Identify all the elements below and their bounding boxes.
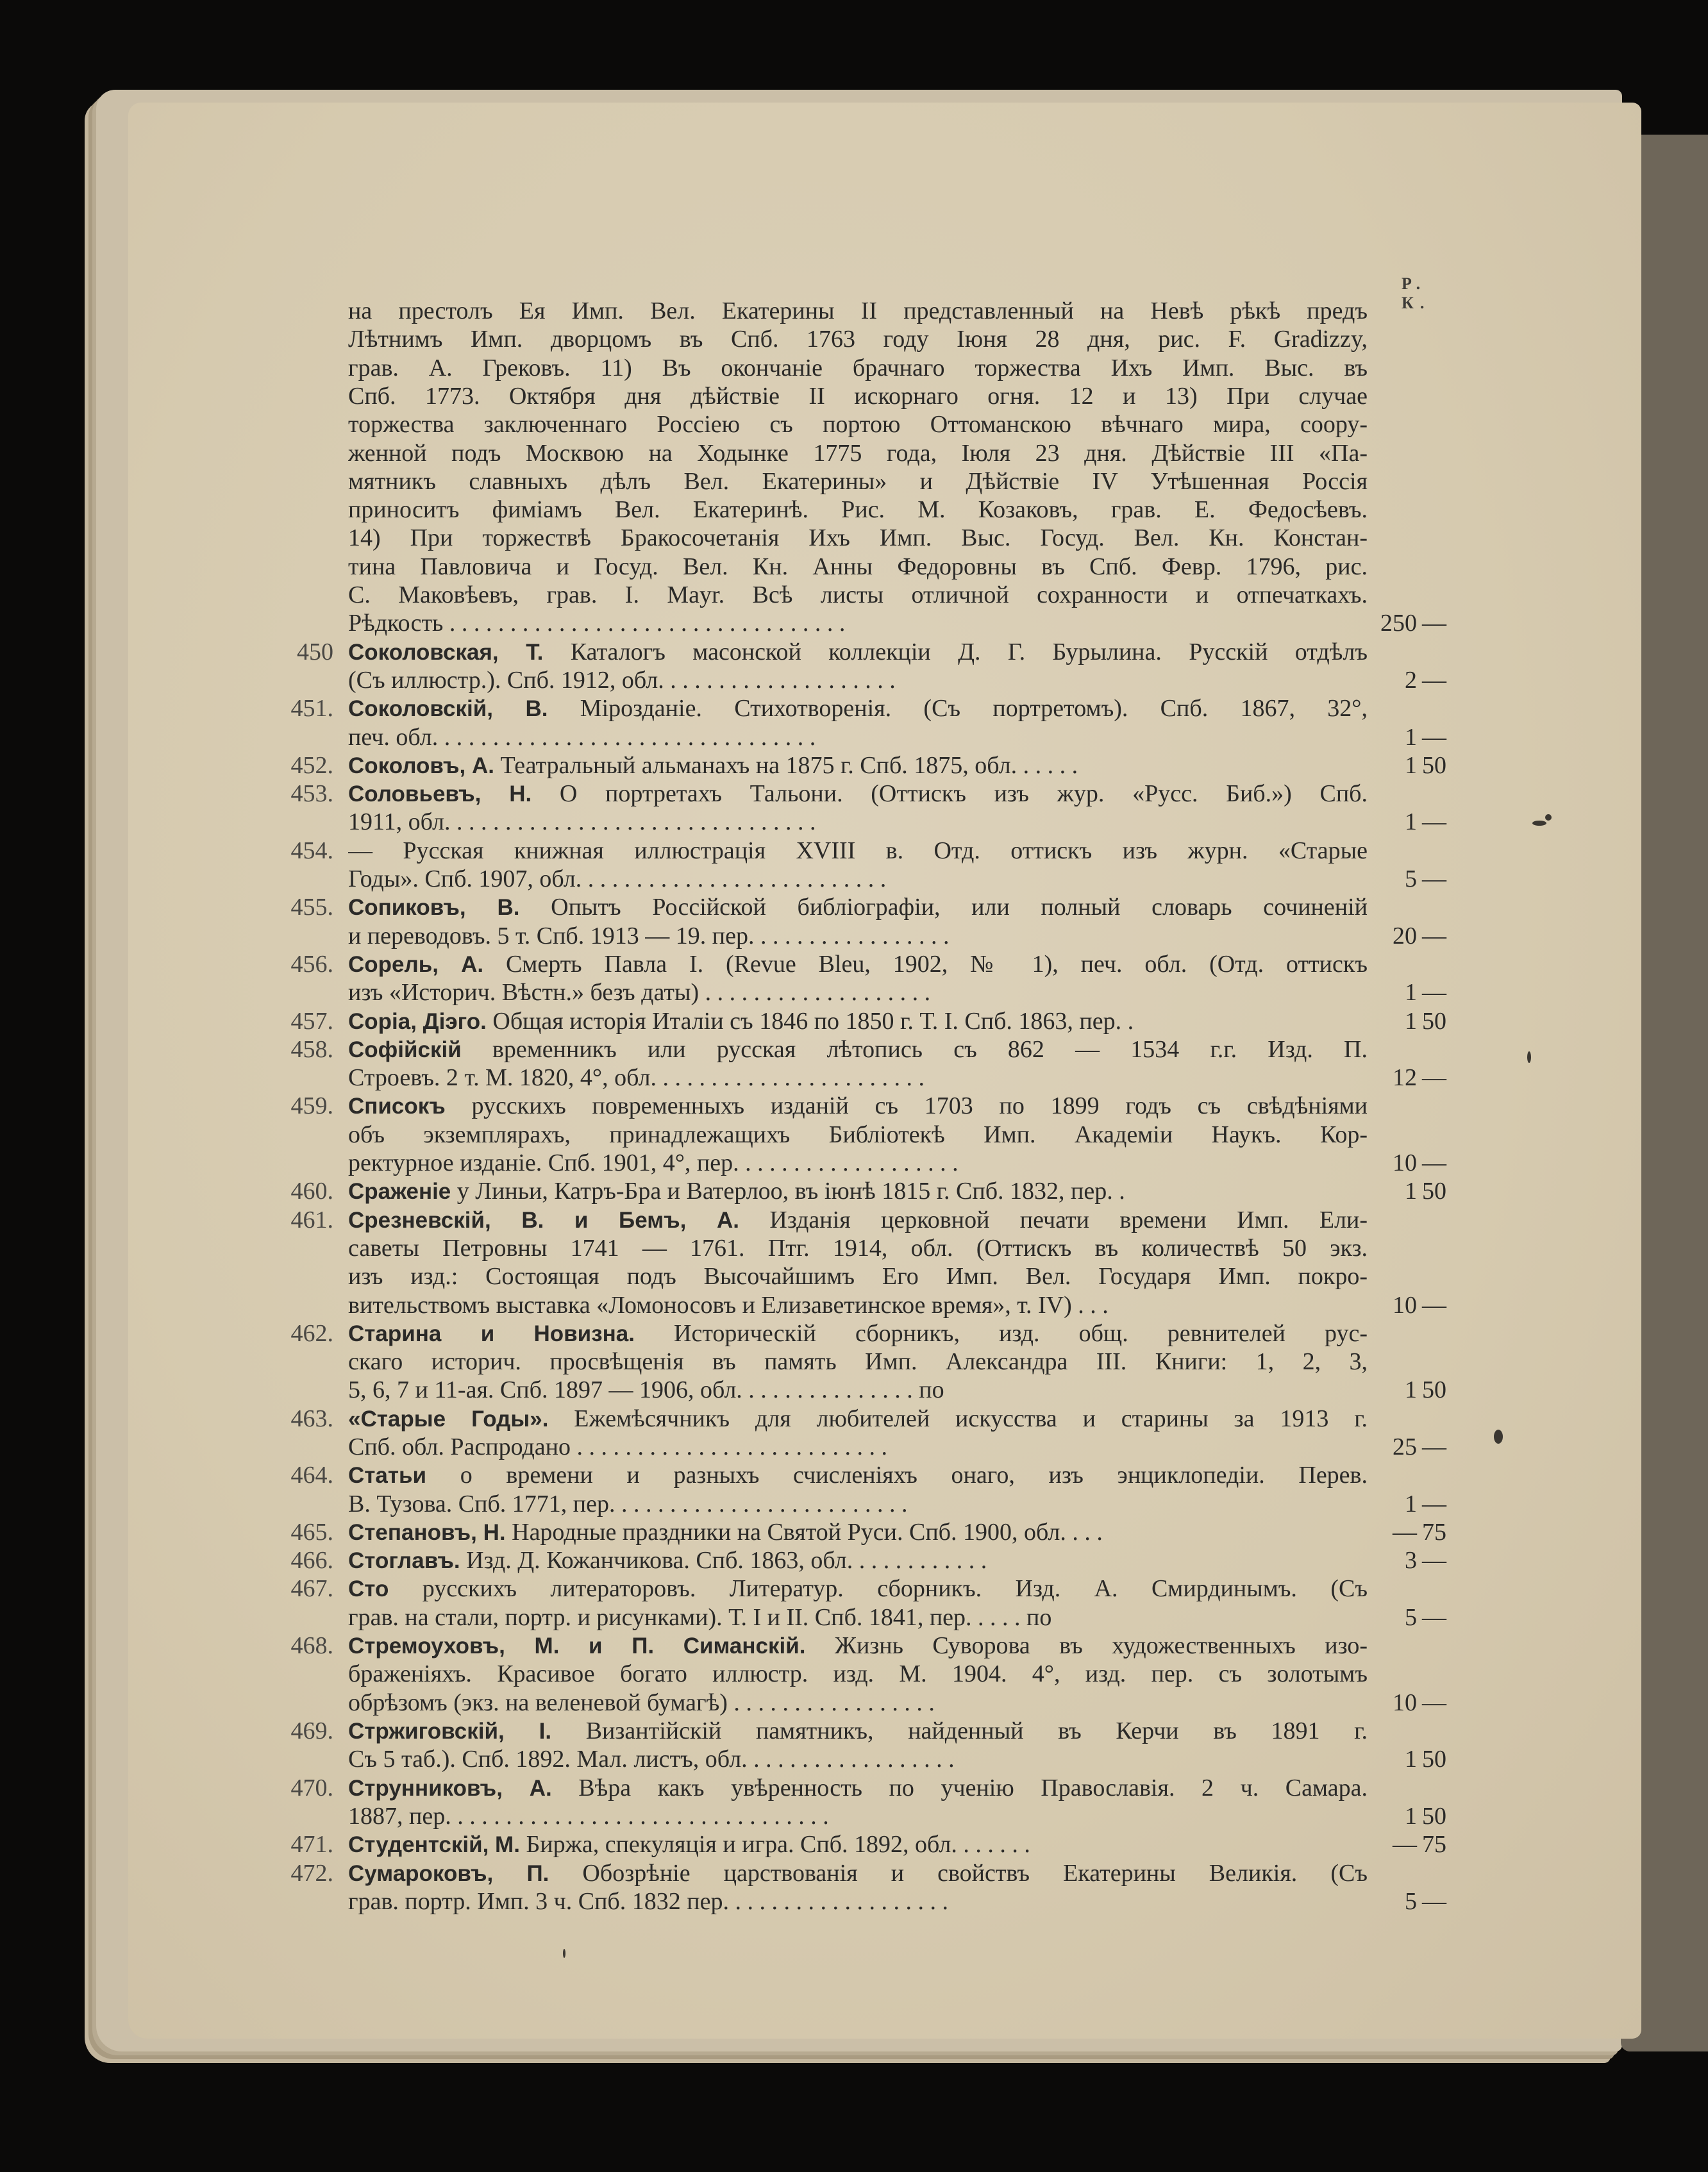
entry-text [348, 1291, 1368, 1320]
entry-text [348, 751, 1368, 780]
entry-number: 450 [297, 639, 333, 665]
entry-description: изъ изд.: Состоящая подъ Высочайшимъ Его Имп. Вел. Государя Имп. покро- [348, 1263, 1368, 1290]
entry-line [0, 1064, 1708, 1092]
entry-text [348, 837, 1368, 865]
entry-text [348, 1745, 1368, 1774]
entry-line [0, 1603, 1708, 1632]
entry-text [348, 496, 1368, 524]
entry-line [0, 410, 1708, 439]
price-kopecks: 50 [1422, 1803, 1446, 1830]
entry-description: Ежемѣсячникъ для любителей искусства и старины за 1913 г. [548, 1405, 1368, 1432]
entry-line [0, 1802, 1708, 1830]
entry-line [0, 1660, 1708, 1688]
entry-author: Софійскій [348, 1037, 462, 1062]
entry-text [348, 1234, 1368, 1263]
price-rubles: 3 [1405, 1547, 1417, 1574]
entry-number: 457. [290, 1008, 333, 1035]
entry-text [348, 1177, 1368, 1206]
entry-text [348, 666, 1368, 695]
entry-author: Стоглавъ. [348, 1548, 460, 1573]
entry-number: 461. [290, 1207, 333, 1233]
entry-author: «Старые Годы». [348, 1407, 549, 1432]
entry-description: Годы». Спб. 1907, обл. . . . . . . . . . . . . . . . . . . . . . . . . . [348, 865, 887, 892]
entry-first-line [0, 1319, 1708, 1348]
entry-first-line [0, 1405, 1708, 1433]
price-rubles: — [1393, 1831, 1417, 1858]
entry-line [0, 723, 1708, 751]
entry-text [348, 780, 1368, 808]
entry-description: Общая исторія Италіи съ 1846 по 1850 г. Т. I. Спб. 1863, пер. . [486, 1008, 1134, 1035]
entry-author: Сорель, А. [348, 952, 484, 977]
entry-text [348, 1262, 1368, 1291]
entry-line [0, 354, 1708, 382]
entry-description: Театральный альманахъ на 1875 г. Спб. 1875, обл. . . . . . [494, 752, 1078, 779]
price-kopecks: — [1422, 1149, 1446, 1176]
entry-text [348, 439, 1368, 468]
price-kopecks: — [1422, 979, 1446, 1006]
entry-description: изъ «Историч. Вѣстн.» безъ даты) . . . . . . . . . . . . . . . . . . . [348, 979, 931, 1006]
entry-text [348, 1518, 1368, 1547]
entry-text [348, 893, 1368, 922]
entry-text [348, 609, 1368, 638]
entry-first-line [0, 1859, 1708, 1887]
entry-line [0, 553, 1708, 581]
entry-first-line [0, 1774, 1708, 1802]
entry-author: Струнниковъ, А. [348, 1776, 552, 1801]
price-rubles: 1 [1405, 752, 1417, 779]
entry-line [0, 922, 1708, 950]
entry-text [348, 1121, 1368, 1149]
entry-text [348, 1206, 1368, 1235]
entry-line [0, 609, 1708, 637]
entry-author: Сраженіе [348, 1179, 451, 1204]
entry-first-line [0, 1830, 1708, 1859]
entry-first-line [0, 1575, 1708, 1603]
entry-description: у Линьи, Катръ-Бра и Ватерлоо, въ іюнѣ 1815 г. Спб. 1832, пер. . [451, 1178, 1125, 1205]
entry-description: 1911, обл. . . . . . . . . . . . . . . . . . . . . . . . . . . . . . . [348, 808, 816, 835]
entry-description: Съ 5 таб.). Спб. 1892. Мал. листъ, обл. . . . . . . . . . . . . . . . . . [348, 1746, 955, 1773]
entry-text [348, 808, 1368, 837]
entry-description: В. Тузова. Спб. 1771, пер. . . . . . . . . . . . . . . . . . . . . . . . . [348, 1491, 908, 1517]
entry-text [348, 1064, 1368, 1092]
page-speck [1527, 1051, 1531, 1063]
entry-line [0, 581, 1708, 609]
entry-number: 458. [290, 1036, 333, 1063]
price-kopecks: — [1422, 865, 1446, 892]
entry-description: грав. портр. Имп. 3 ч. Спб. 1832 пер. . . . . . . . . . . . . . . . . . . [348, 1888, 948, 1915]
entry-number: 456. [290, 951, 333, 978]
entry-description: браженіяхъ. Красивое богато иллюстр. изд. М. 1904. 4°, изд. пер. съ золотымъ [348, 1660, 1368, 1687]
entry-author: Стремоуховъ, М. и П. Симанскій. [348, 1633, 806, 1658]
entry-description: объ экземплярахъ, принадлежащихъ Библіотекѣ Имп. Академіи Наукъ. Кор- [348, 1121, 1368, 1148]
entry-description: грав. А. Грековъ. 11) Въ окончаніе брачнаго торжества Ихъ Имп. Выс. въ [348, 355, 1368, 381]
entry-number: 464. [290, 1462, 333, 1489]
entry-description: о времени и разныхъ счисленіяхъ онаго, изъ энциклопедіи. Перев. [426, 1462, 1368, 1489]
entry-line [0, 666, 1708, 694]
entry-text [348, 1007, 1368, 1036]
entry-description: — Русская книжная иллюстрація XVIII в. Отд. оттискъ изъ журн. «Старые [348, 837, 1368, 864]
entry-text [348, 1575, 1368, 1603]
entry-line [0, 1348, 1708, 1376]
entry-description: Спб. 1773. Октября дня дѣйствіе II искорнаго огня. 12 и 13) При случае [348, 383, 1368, 410]
entry-description: ректурное изданіе. Спб. 1901, 4°, пер. . . . . . . . . . . . . . . . . . . [348, 1149, 959, 1176]
entry-line [0, 325, 1708, 353]
entry-description: 5, 6, 7 и 11-ая. Спб. 1897 — 1906, обл. . . . . . . . . . . . . . . по [348, 1376, 944, 1403]
price-rubles: 1 [1405, 1008, 1417, 1035]
price-rubles: 10 [1393, 1292, 1417, 1319]
entry-author: Соловьевъ, Н. [348, 781, 532, 806]
entry-description: Биржа, спекуляція и игра. Спб. 1892, обл. . . . . . . [519, 1831, 1030, 1858]
entry-description: саветы Петровны 1741 — 1761. Птг. 1914, обл. (Оттискъ въ количествѣ 50 экз. [348, 1235, 1368, 1262]
entry-description: 14) При торжествѣ Бракосочетанія Ихъ Имп. Выс. Госуд. Вел. Кн. Констан- [348, 524, 1368, 551]
entry-text [348, 1490, 1368, 1519]
entry-author: Статьи [348, 1463, 427, 1488]
entry-number: 466. [290, 1547, 333, 1574]
entry-text [348, 354, 1368, 383]
price-kopecks: — [1422, 923, 1446, 949]
entry-line [0, 808, 1708, 836]
entry-text [348, 524, 1368, 553]
entry-author: Старина и Новизна. [348, 1321, 635, 1346]
entry-first-line [0, 751, 1708, 780]
entry-text [348, 1603, 1368, 1632]
entry-first-line [0, 1177, 1708, 1205]
entry-description: обрѣзомъ (экз. на веленевой бумагѣ) . . . . . . . . . . . . . . . . . [348, 1689, 935, 1716]
entry-description: вительствомъ выставка «Ломоносовъ и Елизаветинское время», т. IV) . . . [348, 1292, 1109, 1319]
entry-line [0, 1121, 1708, 1149]
entry-text [348, 325, 1368, 354]
page-speck [1532, 821, 1546, 826]
price-rubles: 10 [1393, 1149, 1417, 1176]
entry-first-line [0, 1546, 1708, 1575]
entry-number: 451. [290, 695, 333, 722]
entry-first-line [0, 694, 1708, 723]
entry-text [348, 694, 1368, 723]
entry-first-line [0, 1206, 1708, 1234]
price-rubles: 2 [1405, 667, 1417, 694]
entry-text [348, 1717, 1368, 1746]
entry-line [0, 524, 1708, 552]
entry-description: грав. на стали, портр. и рисунками). Т. I и II. Спб. 1841, пер. . . . . по [348, 1604, 1052, 1631]
entry-text [348, 410, 1368, 439]
entry-description: тина Павловича и Госуд. Вел. Кн. Анны Федоровны въ Спб. Февр. 1796, рис. [348, 553, 1368, 580]
entry-text [348, 638, 1368, 667]
entry-description: женной подъ Москвою на Ходынке 1775 года, Іюля 23 дня. Дѣйствіе III «Па- [348, 440, 1368, 467]
entry-description: Изданія церковной печати времени Имп. Ели- [739, 1207, 1368, 1233]
price-column-header: Р. К. [1402, 274, 1431, 312]
price-kopecks: 75 [1422, 1519, 1446, 1546]
price-rubles: 1 [1405, 724, 1417, 751]
entry-author: Степановъ, Н. [348, 1520, 506, 1545]
price-kopecks: — [1422, 1433, 1446, 1460]
price-rubles: 1 [1405, 1376, 1417, 1403]
entry-number: 452. [290, 752, 333, 779]
entry-text [348, 1149, 1368, 1178]
entry-description: печ. обл. . . . . . . . . . . . . . . . . . . . . . . . . . . . . . . . [348, 724, 816, 751]
entry-text [348, 1660, 1368, 1689]
entry-line [0, 1745, 1708, 1773]
price-kopecks: 75 [1422, 1831, 1446, 1858]
price-rubles: 5 [1405, 865, 1417, 892]
price-kopecks: 50 [1422, 752, 1446, 779]
price-rubles: 12 [1393, 1064, 1417, 1091]
entry-text [348, 865, 1368, 894]
entry-number: 453. [290, 780, 333, 807]
entry-line [0, 1234, 1708, 1262]
entry-text [348, 297, 1368, 326]
price-rubles: 1 [1405, 1178, 1417, 1205]
entry-text [348, 1376, 1368, 1405]
entry-first-line [0, 950, 1708, 978]
page-speck [563, 1949, 565, 1958]
entry-text [348, 581, 1368, 610]
entry-text [348, 723, 1368, 752]
entry-description: торжества заключеннаго Россіею съ портою Оттоманскою вѣчнаго мира, соору- [348, 411, 1368, 438]
entry-description: Жизнь Суворова въ художественныхъ изо- [805, 1632, 1368, 1659]
entry-number: 460. [290, 1178, 333, 1205]
entry-author: Соріа, Діэго. [348, 1009, 487, 1034]
entry-line [0, 496, 1708, 524]
entry-description: русскихъ литераторовъ. Литератур. сборникъ. Изд. А. Смирдинымъ. (Съ [389, 1575, 1368, 1602]
entry-line [0, 1689, 1708, 1717]
price-kopecks: 50 [1422, 1746, 1446, 1773]
entry-author: Списокъ [348, 1094, 446, 1119]
page-speck [1545, 814, 1552, 821]
price-kopecks: — [1422, 667, 1446, 694]
entry-description: Народные праздники на Святой Руси. Спб. 1900, обл. . . . [505, 1519, 1103, 1546]
entry-line [0, 467, 1708, 496]
price-rubles: 5 [1405, 1888, 1417, 1915]
entry-text [348, 1802, 1368, 1831]
entry-author: Студентскій, М. [348, 1832, 520, 1857]
entry-description: Каталогъ масонской коллекціи Д. Г. Бурылина. Русскій отдѣлъ [543, 639, 1368, 665]
entry-first-line [0, 1518, 1708, 1546]
price-rubles: — [1393, 1519, 1417, 1546]
entry-number: 455. [290, 894, 333, 921]
entry-author: Стржиговскій, І. [348, 1719, 552, 1744]
entry-description: (Съ иллюстр.). Спб. 1912, обл. . . . . . . . . . . . . . . . . . . . [348, 667, 896, 694]
entry-description: 1887, пер. . . . . . . . . . . . . . . . . . . . . . . . . . . . . . . . [348, 1803, 829, 1830]
price-kopecks: — [1422, 1292, 1446, 1319]
entry-number: 465. [290, 1519, 333, 1546]
entry-line [0, 865, 1708, 893]
entry-line [0, 978, 1708, 1007]
entry-description: Лѣтнимъ Имп. дворцомъ въ Спб. 1763 году Іюня 28 дня, рис. F. Gradizzy, [348, 326, 1368, 353]
entry-description: на престолъ Ея Имп. Вел. Екатерины II представленный на Невѣ рѣкѣ предъ [348, 297, 1368, 324]
price-kopecks: — [1422, 1689, 1446, 1716]
price-kopecks: — [1422, 1604, 1446, 1631]
entry-description: Историческій сборникъ, изд. общ. ревнителей рус- [634, 1320, 1368, 1347]
entry-first-line [0, 837, 1708, 865]
entry-text [348, 1689, 1368, 1717]
entry-author: Соколовская, Т. [348, 640, 544, 665]
price-kopecks: — [1422, 610, 1446, 637]
entry-line [0, 1433, 1708, 1461]
entry-description: Опытъ Россійской библіографіи, или полный словарь сочиненій [519, 894, 1368, 921]
entry-line [0, 1376, 1708, 1404]
price-kopecks: — [1422, 1491, 1446, 1517]
entry-text [348, 1035, 1368, 1064]
entry-text [348, 922, 1368, 951]
entry-description: Строевъ. 2 т. М. 1820, 4°, обл. . . . . . . . . . . . . . . . . . . . . . . [348, 1064, 925, 1091]
entry-line [0, 1262, 1708, 1291]
entry-first-line [0, 1632, 1708, 1660]
entry-description: и переводовъ. 5 т. Спб. 1913 — 19. пер. . . . . . . . . . . . . . . . . [348, 923, 950, 949]
price-kopecks: — [1422, 808, 1446, 835]
entry-first-line [0, 1035, 1708, 1064]
entry-number: 472. [290, 1860, 333, 1887]
price-rubles: 1 [1405, 808, 1417, 835]
entry-description: мятникъ славныхъ дѣлъ Вел. Екатерины» и Дѣйствіе IV Утѣшенная Россія [348, 468, 1368, 495]
entry-line [0, 439, 1708, 467]
entry-description: Рѣдкость . . . . . . . . . . . . . . . . . . . . . . . . . . . . . . . . . [348, 610, 846, 637]
entry-line [0, 1291, 1708, 1319]
entry-author: Сто [348, 1576, 389, 1601]
price-kopecks: 50 [1422, 1376, 1446, 1403]
entry-text [348, 1092, 1368, 1121]
entry-first-line [0, 780, 1708, 808]
entry-text [348, 382, 1368, 411]
entry-line [0, 1887, 1708, 1916]
entry-description: скаго историч. просвѣщенія въ память Имп. Александра III. Книги: 1, 2, 3, [348, 1348, 1368, 1375]
price-kopecks: — [1422, 1064, 1446, 1091]
entry-description: Обозрѣніе царствованія и свойствъ Екатерины Великія. (Съ [549, 1860, 1368, 1887]
entry-line [0, 1149, 1708, 1177]
price-kopecks: 50 [1422, 1178, 1446, 1205]
entry-number: 467. [290, 1575, 333, 1602]
entry-text [348, 1405, 1368, 1433]
entry-description: временникъ или русская лѣтопись съ 862 — 1534 г.г. Изд. П. [461, 1036, 1368, 1063]
entry-author: Сумароковъ, П. [348, 1861, 549, 1886]
entry-text [348, 1830, 1368, 1859]
entry-description: Мірозданіе. Стихотворенія. (Съ портретомъ). Спб. 1867, 32°, [548, 695, 1368, 722]
entry-number: 468. [290, 1632, 333, 1659]
entry-line [0, 382, 1708, 410]
entry-description: О портретахъ Тальони. (Оттискъ изъ жур. «Русс. Биб.») Спб. [532, 780, 1368, 807]
entry-text [348, 1859, 1368, 1888]
entry-number: 469. [290, 1717, 333, 1744]
entry-text [348, 1632, 1368, 1660]
price-rubles: 25 [1393, 1433, 1417, 1460]
entry-text [348, 467, 1368, 496]
price-rubles: 1 [1405, 1491, 1417, 1517]
entry-number: 454. [290, 837, 333, 864]
entry-first-line [0, 1007, 1708, 1035]
price-rubles: 1 [1405, 979, 1417, 1006]
entry-description: Спб. обл. Распродано . . . . . . . . . . . . . . . . . . . . . . . . . . [348, 1433, 888, 1460]
entry-text [348, 1433, 1368, 1462]
price-kopecks: — [1422, 1888, 1446, 1915]
price-kopecks: — [1422, 1547, 1446, 1574]
entry-description: русскихъ повременныхъ изданій съ 1703 по 1899 годъ съ свѣдѣніями [445, 1092, 1368, 1119]
entry-description: Изд. Д. Кожанчикова. Спб. 1863, обл. . . . . . . . . . . . [460, 1547, 987, 1574]
entry-first-line [0, 1717, 1708, 1745]
entry-line [0, 297, 1708, 325]
price-rubles: 1 [1405, 1803, 1417, 1830]
entry-text [348, 1319, 1368, 1348]
price-rubles: 5 [1405, 1604, 1417, 1631]
page-speck [1494, 1430, 1503, 1444]
entry-first-line [0, 893, 1708, 921]
price-kopecks: — [1422, 724, 1446, 751]
entry-author: Соколовскій, В. [348, 696, 548, 721]
entry-text [348, 1546, 1368, 1575]
entry-text [348, 978, 1368, 1007]
entry-number: 470. [290, 1775, 333, 1801]
entry-description: С. Маковѣевъ, грав. I. Mayr. Всѣ листы отличной сохранности и отпечаткахъ. [348, 581, 1368, 608]
entry-first-line [0, 1461, 1708, 1489]
entry-author: Сопиковъ, В. [348, 895, 520, 920]
price-rubles: 250 [1380, 610, 1417, 637]
entry-text [348, 1348, 1368, 1376]
entry-line [0, 1490, 1708, 1518]
entry-first-line [0, 638, 1708, 666]
price-rubles: 10 [1393, 1689, 1417, 1716]
entry-text [348, 553, 1368, 581]
entry-number: 459. [290, 1092, 333, 1119]
price-rubles: 20 [1393, 923, 1417, 949]
price-rubles: 1 [1405, 1746, 1417, 1773]
entry-description: Византійскій памятникъ, найденный въ Керчи въ 1891 г. [551, 1717, 1368, 1744]
price-kopecks: 50 [1422, 1008, 1446, 1035]
entry-first-line [0, 1092, 1708, 1120]
entry-text [348, 950, 1368, 979]
entry-author: Срезневскій, В. и Бемъ, А. [348, 1208, 739, 1233]
entry-text [348, 1887, 1368, 1916]
entry-author: Соколовъ, А. [348, 753, 494, 778]
entry-number: 471. [290, 1831, 333, 1858]
entry-text [348, 1774, 1368, 1803]
entry-number: 462. [290, 1320, 333, 1347]
entry-text [348, 1461, 1368, 1490]
entry-description: приноситъ фиміамъ Вел. Екатеринѣ. Рис. М. Козаковъ, грав. Е. Федосѣевъ. [348, 496, 1368, 523]
entry-description: Вѣра какъ увѣренность по ученію Православія. 2 ч. Самара. [551, 1775, 1368, 1801]
entry-number: 463. [290, 1405, 333, 1432]
entry-description: Смерть Павла I. (Revue Bleu, 1902, № 1), печ. обл. (Отд. оттискъ [483, 951, 1368, 978]
